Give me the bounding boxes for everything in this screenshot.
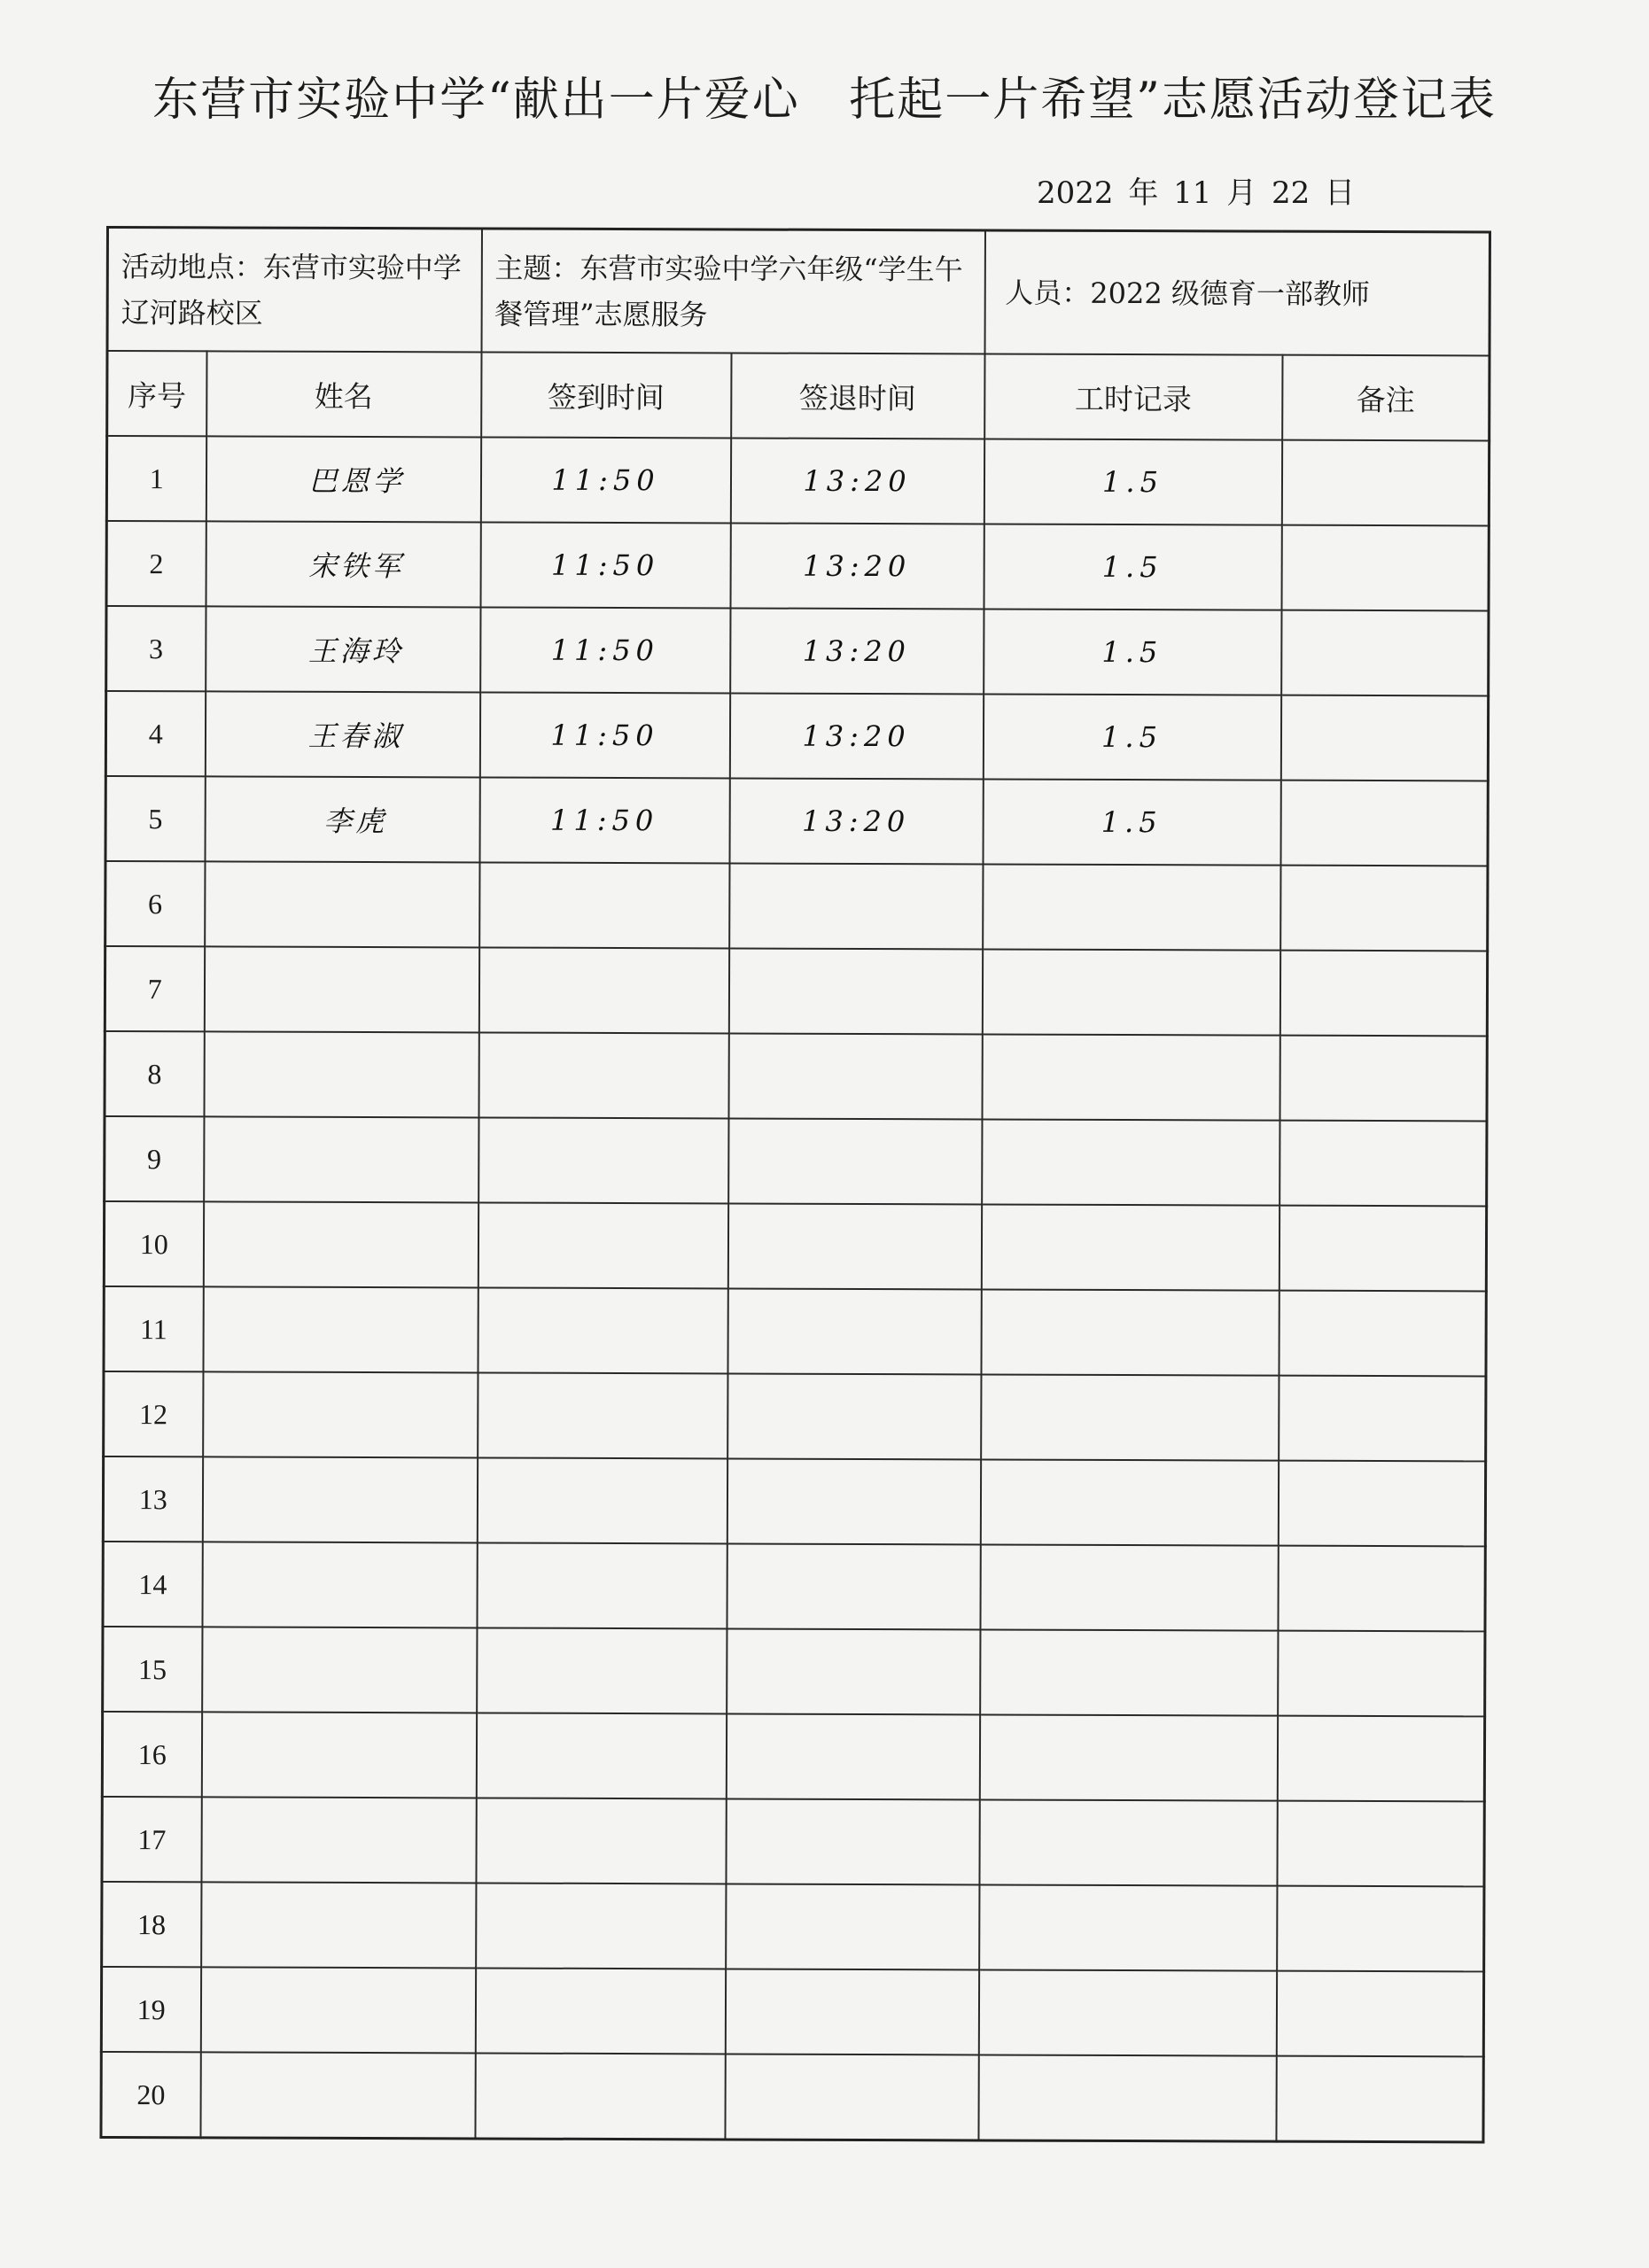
table-row (105, 861, 1488, 951)
remarks (1278, 1631, 1485, 1717)
volunteer-name (202, 1542, 477, 1627)
work-hours: 1.5 (984, 609, 1281, 695)
remarks (1281, 440, 1489, 526)
table-row (104, 1201, 1486, 1291)
volunteer-name: 宋铁军 (206, 521, 480, 607)
row-index: 13 (103, 1456, 202, 1542)
volunteer-name: 王春淑 (205, 691, 479, 777)
registration-table (99, 226, 1491, 2143)
table-row (104, 1371, 1486, 1461)
sign-in-time (478, 947, 728, 1033)
sign-in-time: 11:50 (480, 607, 730, 693)
work-hours (978, 2054, 1276, 2141)
volunteer-name (204, 1116, 478, 1202)
row-index: 19 (101, 1967, 200, 2052)
sign-in-time (476, 1798, 726, 1884)
header-sign-out: 签退时间 (731, 353, 984, 439)
remarks (1280, 951, 1487, 1037)
header-index: 序号 (107, 351, 206, 436)
row-index: 9 (105, 1116, 204, 1201)
sign-out-time (725, 2054, 978, 2140)
sign-in-time: 11:50 (480, 522, 730, 608)
remarks (1277, 1801, 1484, 1887)
remarks (1280, 866, 1488, 951)
remarks (1281, 610, 1489, 696)
activity-location: 活动地点：东营市实验中学辽河路校区 (107, 228, 482, 353)
sign-out-time: 13:20 (730, 438, 984, 524)
table-row (105, 946, 1487, 1036)
sign-in-time (476, 1713, 726, 1798)
volunteer-name (201, 1712, 476, 1798)
header-hours: 工时记录 (984, 353, 1282, 439)
row-index: 7 (105, 946, 204, 1031)
sign-out-time: 13:20 (730, 523, 984, 609)
table-row (103, 1456, 1485, 1546)
work-hours (979, 1799, 1277, 1885)
table-row (105, 1031, 1487, 1121)
row-index: 11 (104, 1286, 203, 1371)
sign-in-time (478, 1372, 727, 1458)
volunteer-name (204, 1031, 478, 1117)
sign-out-time (726, 1884, 979, 1969)
sign-in-time (477, 1627, 727, 1713)
remarks (1280, 695, 1488, 781)
work-hours (979, 1884, 1277, 1970)
volunteer-name (203, 1201, 478, 1287)
row-index: 5 (105, 776, 205, 861)
header-remarks: 备注 (1282, 355, 1490, 441)
sign-in-time: 11:50 (479, 692, 729, 778)
work-hours (982, 1034, 1280, 1120)
table-row (105, 691, 1488, 781)
table-row (105, 1116, 1487, 1206)
header-sign-in: 签到时间 (481, 352, 731, 438)
work-hours (981, 1204, 1279, 1290)
volunteer-name: 巴恩学 (206, 436, 480, 522)
header-name: 姓名 (206, 351, 481, 437)
volunteer-name: 李虎 (205, 776, 479, 862)
table-row (101, 2052, 1483, 2142)
sign-in-time (478, 1202, 727, 1288)
table-row (106, 521, 1489, 610)
table-row (103, 1542, 1485, 1631)
row-index: 16 (102, 1712, 201, 1797)
form-title: 东营市实验中学“献出一片爱心 托起一片希望”志愿活动登记表 (152, 74, 1497, 127)
sign-in-time: 11:50 (479, 777, 729, 863)
header-row (107, 351, 1490, 440)
volunteer-name (201, 1797, 476, 1883)
sign-in-time (475, 2053, 725, 2139)
table-row (102, 1882, 1484, 1971)
sign-out-time (725, 1969, 978, 2054)
row-index: 17 (102, 1797, 201, 1882)
sign-out-time: 13:20 (729, 693, 983, 779)
volunteer-name (204, 946, 478, 1032)
sign-in-time (477, 1542, 727, 1628)
sign-in-time (478, 1287, 727, 1373)
remarks (1278, 1546, 1485, 1632)
work-hours: 1.5 (983, 694, 1280, 780)
volunteer-name: 王海玲 (206, 606, 480, 692)
sign-in-time (478, 1032, 728, 1118)
work-hours (980, 1629, 1278, 1715)
row-index: 10 (104, 1201, 203, 1286)
volunteer-name (200, 1967, 475, 2053)
work-hours (982, 1119, 1280, 1205)
remarks (1278, 1461, 1485, 1547)
table-row (103, 1627, 1485, 1716)
work-hours (983, 864, 1280, 950)
registration-sheet (99, 226, 1489, 2144)
table-row (102, 1712, 1484, 1801)
sign-out-time (727, 1288, 981, 1374)
volunteer-name (200, 2052, 475, 2139)
work-hours (981, 1289, 1279, 1375)
row-index: 4 (105, 691, 205, 776)
sign-out-time (728, 1033, 982, 1119)
volunteer-name (202, 1456, 477, 1542)
sign-in-time (479, 862, 729, 948)
remarks (1276, 1971, 1483, 2057)
volunteer-name (203, 1371, 478, 1457)
remarks (1279, 1376, 1486, 1462)
work-hours (980, 1544, 1278, 1630)
work-hours (981, 1374, 1279, 1460)
activity-theme: 主题：东营市实验中学六年级“学生午餐管理”志愿服务 (481, 229, 984, 353)
table-row (106, 606, 1489, 695)
row-index: 18 (102, 1882, 201, 1967)
work-hours (982, 949, 1280, 1035)
sign-out-time (727, 1628, 980, 1714)
remarks (1279, 1206, 1486, 1292)
sign-out-time (727, 1458, 980, 1544)
work-hours: 1.5 (984, 439, 1281, 524)
volunteer-name (203, 1286, 478, 1372)
volunteer-name (201, 1882, 476, 1968)
form-date: 2022 年 11 月 22 日 (1037, 175, 1356, 211)
sign-out-time (729, 863, 983, 949)
work-hours: 1.5 (983, 779, 1280, 865)
info-row (107, 228, 1490, 356)
volunteer-name (205, 861, 479, 947)
row-index: 15 (103, 1627, 202, 1712)
remarks (1279, 1291, 1486, 1377)
table-row (105, 776, 1488, 866)
sign-in-time (478, 1117, 728, 1203)
remarks (1281, 525, 1489, 611)
remarks (1280, 1121, 1487, 1207)
remarks (1276, 2056, 1483, 2142)
row-index: 8 (105, 1031, 204, 1116)
sign-out-time (728, 1118, 982, 1204)
sign-in-time (477, 1457, 727, 1543)
sign-out-time: 13:20 (730, 608, 984, 694)
sign-out-time (726, 1713, 979, 1799)
remarks (1280, 1036, 1487, 1122)
sign-out-time (726, 1798, 979, 1884)
sign-out-time: 13:20 (729, 778, 983, 864)
table-row (106, 436, 1489, 525)
row-index: 6 (105, 861, 205, 946)
sign-out-time (728, 948, 982, 1034)
volunteer-name (202, 1627, 477, 1713)
row-index: 3 (106, 606, 206, 691)
row-index: 2 (106, 521, 206, 606)
activity-people: 人员：2022 级德育一部教师 (984, 230, 1490, 355)
work-hours: 1.5 (984, 524, 1281, 610)
sign-out-time (727, 1373, 981, 1459)
row-index: 20 (101, 2052, 200, 2138)
sign-in-time (476, 1883, 726, 1969)
table-row (101, 1967, 1483, 2056)
work-hours (978, 1969, 1276, 2055)
sign-in-time (475, 1968, 725, 2054)
work-hours (980, 1459, 1278, 1545)
sign-in-time: 11:50 (480, 437, 730, 523)
row-index: 12 (104, 1371, 203, 1456)
remarks (1280, 781, 1488, 866)
row-index: 14 (103, 1542, 202, 1627)
table-row (104, 1286, 1486, 1376)
row-index: 1 (106, 436, 206, 521)
remarks (1277, 1716, 1484, 1802)
work-hours (979, 1714, 1277, 1800)
sign-out-time (727, 1203, 981, 1289)
sign-out-time (727, 1543, 980, 1629)
remarks (1277, 1886, 1484, 1972)
table-row (102, 1797, 1484, 1886)
